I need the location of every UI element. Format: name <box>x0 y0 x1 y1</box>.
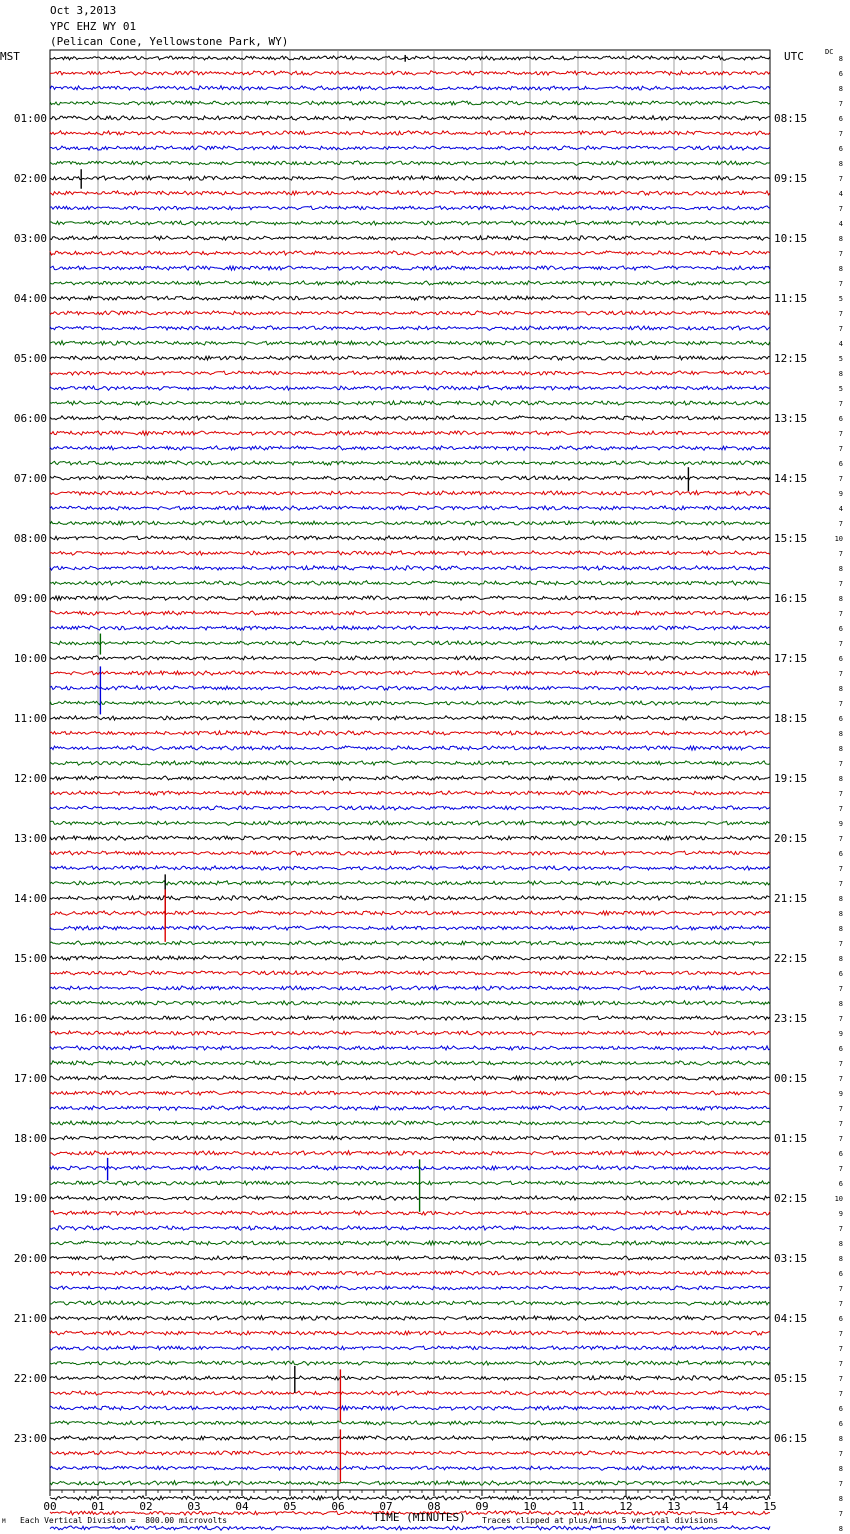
dc-value: 7 <box>838 430 843 438</box>
x-tick-label: 09 <box>475 1500 489 1513</box>
trace-row-78 <box>50 1226 770 1231</box>
trace-row-82 <box>50 1286 770 1290</box>
hour-label-left: 20:00 <box>13 1252 47 1265</box>
dc-value: 7 <box>838 940 843 948</box>
dc-value: 7 <box>838 280 843 288</box>
hour-label-right: 08:15 <box>774 112 808 125</box>
dc-value: 8 <box>838 895 843 903</box>
dc-value: 7 <box>838 1480 843 1488</box>
hour-label-left: 06:00 <box>13 412 47 425</box>
hour-label-right: 06:15 <box>774 1432 808 1445</box>
trace-row-58 <box>50 926 770 930</box>
dc-value: 7 <box>838 205 843 213</box>
trace-row-62 <box>50 986 770 991</box>
dc-value: 4 <box>838 190 843 198</box>
plot-date: Oct 3,2013 <box>50 4 117 17</box>
dc-value: 7 <box>838 640 843 648</box>
trace-row-94 <box>50 1466 770 1471</box>
trace-row-43 <box>50 701 770 705</box>
trace-row-34 <box>50 566 770 570</box>
trace-row-29 <box>50 491 770 496</box>
trace-row-48 <box>50 776 770 780</box>
trace-row-55 <box>50 881 770 885</box>
hour-label-left: 18:00 <box>13 1132 47 1145</box>
dc-value: 7 <box>838 760 843 768</box>
trace-row-31 <box>50 521 770 525</box>
trace-row-2 <box>50 86 770 90</box>
x-tick-label: 03 <box>187 1500 201 1513</box>
hour-label-right: 18:15 <box>774 712 808 725</box>
dc-value: 8 <box>838 1465 843 1473</box>
dc-value: 5 <box>838 355 843 363</box>
dc-value: 6 <box>838 970 843 978</box>
trace-row-6 <box>50 146 770 150</box>
dc-value: 7 <box>838 1120 843 1128</box>
dc-value: 8 <box>838 595 843 603</box>
trace-row-39 <box>50 641 770 645</box>
dc-value: 6 <box>838 1270 843 1278</box>
trace-row-23 <box>50 401 770 405</box>
trace-row-50 <box>50 806 770 810</box>
dc-value: 7 <box>838 1450 843 1458</box>
dc-value: 8 <box>838 1435 843 1443</box>
dc-value: 7 <box>838 550 843 558</box>
trace-row-63 <box>50 1001 770 1005</box>
trace-row-10 <box>50 206 770 210</box>
dc-value: 6 <box>838 1150 843 1158</box>
trace-row-5 <box>50 131 770 135</box>
trace-row-73 <box>50 1151 770 1156</box>
trace-row-53 <box>50 851 770 855</box>
dc-value: 7 <box>838 1060 843 1068</box>
dc-value: 8 <box>838 55 843 63</box>
dc-value: 6 <box>838 115 843 123</box>
dc-value: 4 <box>838 340 843 348</box>
trace-row-74 <box>50 1166 770 1170</box>
hour-label-right: 05:15 <box>774 1372 808 1385</box>
x-tick-label: 04 <box>235 1500 249 1513</box>
station-id: YPC EHZ WY 01 <box>50 20 137 33</box>
trace-row-59 <box>50 941 770 945</box>
trace-row-85 <box>50 1331 770 1335</box>
trace-row-49 <box>50 791 770 796</box>
hour-label-right: 01:15 <box>774 1132 808 1145</box>
hour-label-right: 04:15 <box>774 1312 808 1325</box>
trace-row-15 <box>50 281 770 285</box>
hour-label-right: 16:15 <box>774 592 808 605</box>
dc-value: 9 <box>838 820 843 828</box>
hour-label-left: 02:00 <box>13 172 47 185</box>
hour-label-left: 11:00 <box>13 712 47 725</box>
hour-label-left: 08:00 <box>13 532 47 545</box>
x-tick-label: 11 <box>571 1500 585 1513</box>
dc-value: 7 <box>838 1360 843 1368</box>
hour-label-right: 11:15 <box>774 292 808 305</box>
trace-row-8 <box>50 176 770 180</box>
dc-value: 8 <box>838 265 843 273</box>
x-tick-label: 15 <box>763 1500 777 1513</box>
trace-row-72 <box>50 1136 770 1140</box>
dc-value: 7 <box>838 325 843 333</box>
station-location: (Pelican Cone, Yellowstone Park, WY) <box>50 35 289 48</box>
trace-row-45 <box>50 731 770 735</box>
dc-value: 6 <box>838 460 843 468</box>
trace-row-81 <box>50 1271 770 1276</box>
dc-value: 4 <box>838 505 843 513</box>
hour-label-left: 21:00 <box>13 1312 47 1325</box>
dc-value: 7 <box>838 805 843 813</box>
dc-value: 7 <box>838 175 843 183</box>
dc-value: 7 <box>838 250 843 258</box>
trace-row-14 <box>50 266 770 270</box>
trace-row-9 <box>50 191 770 195</box>
dc-value: 6 <box>838 1405 843 1413</box>
dc-value: 8 <box>838 730 843 738</box>
hour-label-right: 09:15 <box>774 172 808 185</box>
trace-row-37 <box>50 611 770 615</box>
dc-value: 7 <box>838 1375 843 1383</box>
trace-row-4 <box>50 116 770 120</box>
trace-row-40 <box>50 656 770 661</box>
trace-row-21 <box>50 371 770 375</box>
dc-value: 8 <box>838 745 843 753</box>
dc-value: 8 <box>838 910 843 918</box>
trace-row-54 <box>50 866 770 870</box>
trace-row-0 <box>50 56 770 60</box>
trace-row-44 <box>50 716 770 720</box>
clip-note: Traces clipped at plus/minus 5 vertical divisions <box>482 1516 719 1525</box>
dc-value: 7 <box>838 985 843 993</box>
hour-label-left: 16:00 <box>13 1012 47 1025</box>
trace-row-47 <box>50 761 770 765</box>
trace-row-84 <box>50 1316 770 1320</box>
dc-value: 7 <box>838 1390 843 1398</box>
hour-label-left: 13:00 <box>13 832 47 845</box>
dc-value: 7 <box>838 130 843 138</box>
dc-value: 7 <box>838 1105 843 1113</box>
trace-row-69 <box>50 1091 770 1095</box>
trace-row-71 <box>50 1121 770 1125</box>
trace-row-65 <box>50 1031 770 1035</box>
trace-row-52 <box>50 836 770 840</box>
trace-row-93 <box>50 1451 770 1455</box>
hour-label-left: 14:00 <box>13 892 47 905</box>
trace-row-57 <box>50 911 770 916</box>
hour-label-right: 03:15 <box>774 1252 808 1265</box>
trace-row-42 <box>50 686 770 690</box>
dc-label: DC <box>825 48 834 56</box>
trace-row-38 <box>50 626 770 631</box>
dc-value: 6 <box>838 415 843 423</box>
trace-row-7 <box>50 161 770 166</box>
x-tick-label: 14 <box>715 1500 729 1513</box>
x-tick-label: 12 <box>619 1500 633 1513</box>
trace-row-61 <box>50 971 770 975</box>
dc-value: 7 <box>838 1075 843 1083</box>
trace-row-83 <box>50 1301 770 1306</box>
dc-value: 8 <box>838 1000 843 1008</box>
trace-row-75 <box>50 1181 770 1185</box>
trace-row-22 <box>50 386 770 391</box>
x-tick-label: 08 <box>427 1500 441 1513</box>
dc-value: 7 <box>838 400 843 408</box>
dc-value: 10 <box>834 535 843 543</box>
x-tick-label: 01 <box>91 1500 105 1513</box>
x-tick-label: 06 <box>331 1500 345 1513</box>
dc-value: 8 <box>838 1495 843 1503</box>
trace-row-60 <box>50 956 770 961</box>
trace-row-79 <box>50 1241 770 1245</box>
hour-label-right: 00:15 <box>774 1072 808 1085</box>
dc-value: 7 <box>838 790 843 798</box>
dc-value: 6 <box>838 1180 843 1188</box>
dc-value: 6 <box>838 1315 843 1323</box>
hour-label-right: 12:15 <box>774 352 808 365</box>
hour-label-left: 19:00 <box>13 1192 47 1205</box>
hour-label-right: 21:15 <box>774 892 808 905</box>
dc-value: 8 <box>838 565 843 573</box>
hour-label-right: 20:15 <box>774 832 808 845</box>
dc-value: 9 <box>838 1090 843 1098</box>
dc-value: 4 <box>838 220 843 228</box>
hour-label-left: 15:00 <box>13 952 47 965</box>
trace-row-90 <box>50 1406 770 1410</box>
dc-value: 6 <box>838 655 843 663</box>
trace-row-19 <box>50 341 770 345</box>
dc-value: 7 <box>838 475 843 483</box>
dc-value: 8 <box>838 775 843 783</box>
dc-value: 8 <box>838 925 843 933</box>
dc-value: 8 <box>838 235 843 243</box>
trace-row-28 <box>50 476 770 480</box>
dc-value: 6 <box>838 625 843 633</box>
hour-label-left: 07:00 <box>13 472 47 485</box>
hour-label-right: 19:15 <box>774 772 808 785</box>
dc-value: 7 <box>838 445 843 453</box>
trace-row-64 <box>50 1016 770 1020</box>
trace-row-16 <box>50 296 770 301</box>
trace-row-1 <box>50 71 770 75</box>
hour-label-left: 09:00 <box>13 592 47 605</box>
dc-value: 9 <box>838 1030 843 1038</box>
dc-value: 7 <box>838 865 843 873</box>
dc-value: 8 <box>838 370 843 378</box>
trace-row-89 <box>50 1391 770 1396</box>
trace-row-76 <box>50 1196 770 1201</box>
hour-label-left: 22:00 <box>13 1372 47 1385</box>
hour-label-right: 15:15 <box>774 532 808 545</box>
trace-row-24 <box>50 416 770 421</box>
dc-value: 6 <box>838 145 843 153</box>
hour-label-left: 03:00 <box>13 232 47 245</box>
dc-value: 7 <box>838 1285 843 1293</box>
trace-row-27 <box>50 461 770 466</box>
x-tick-label: 05 <box>283 1500 297 1513</box>
hour-label-left: 04:00 <box>13 292 47 305</box>
dc-value: 8 <box>838 160 843 168</box>
dc-value: 7 <box>838 1345 843 1353</box>
trace-row-95 <box>50 1481 770 1485</box>
trace-row-41 <box>50 671 770 675</box>
trace-row-92 <box>50 1436 770 1441</box>
trace-row-18 <box>50 326 770 331</box>
trace-row-30 <box>50 506 770 510</box>
dc-value: 5 <box>838 385 843 393</box>
dc-value: 7 <box>838 1510 843 1518</box>
dc-value: 7 <box>838 580 843 588</box>
dc-value: 6 <box>838 1420 843 1428</box>
trace-row-12 <box>50 236 770 240</box>
dc-value: 6 <box>838 850 843 858</box>
left-timezone-label: MST <box>0 50 20 63</box>
trace-row-86 <box>50 1346 770 1350</box>
trace-row-56 <box>50 896 770 900</box>
hour-label-left: 10:00 <box>13 652 47 665</box>
dc-value: 7 <box>838 835 843 843</box>
trace-row-3 <box>50 101 770 105</box>
trace-row-20 <box>50 356 770 360</box>
trace-row-96 <box>50 1496 770 1500</box>
hour-label-left: 12:00 <box>13 772 47 785</box>
trace-row-68 <box>50 1076 770 1081</box>
hour-label-right: 02:15 <box>774 1192 808 1205</box>
trace-row-77 <box>50 1211 770 1215</box>
dc-value: 5 <box>838 295 843 303</box>
dc-value: 7 <box>838 1225 843 1233</box>
trace-row-98 <box>50 1526 770 1531</box>
trace-row-70 <box>50 1106 770 1110</box>
dc-value: 7 <box>838 1135 843 1143</box>
hour-label-right: 10:15 <box>774 232 808 245</box>
dc-value: 7 <box>838 880 843 888</box>
dc-value: 8 <box>838 85 843 93</box>
dc-value: 10 <box>834 1195 843 1203</box>
x-tick-label: 07 <box>379 1500 393 1513</box>
trace-row-66 <box>50 1046 770 1050</box>
trace-row-87 <box>50 1361 770 1366</box>
dc-value: 6 <box>838 70 843 78</box>
hour-label-left: 17:00 <box>13 1072 47 1085</box>
hour-label-left: 01:00 <box>13 112 47 125</box>
dc-value: 7 <box>838 310 843 318</box>
trace-row-17 <box>50 311 770 315</box>
x-tick-label: 13 <box>667 1500 681 1513</box>
hour-label-right: 22:15 <box>774 952 808 965</box>
dc-value: 9 <box>838 490 843 498</box>
trace-row-91 <box>50 1421 770 1425</box>
dc-value: 8 <box>838 1255 843 1263</box>
hour-label-left: 05:00 <box>13 352 47 365</box>
trace-row-35 <box>50 581 770 586</box>
hour-label-right: 13:15 <box>774 412 808 425</box>
dc-value: 7 <box>838 1300 843 1308</box>
trace-row-67 <box>50 1061 770 1065</box>
trace-row-13 <box>50 251 770 256</box>
trace-row-11 <box>50 221 770 226</box>
dc-value: 8 <box>838 955 843 963</box>
dc-value: 6 <box>838 715 843 723</box>
dc-value: 8 <box>838 1240 843 1248</box>
dc-value: 7 <box>838 610 843 618</box>
dc-value: 7 <box>838 100 843 108</box>
trace-row-88 <box>50 1376 770 1380</box>
dc-value: 7 <box>838 700 843 708</box>
dc-value: 7 <box>838 1165 843 1173</box>
dc-value: 7 <box>838 520 843 528</box>
dc-value: 6 <box>838 1045 843 1053</box>
dc-value: 7 <box>838 1330 843 1338</box>
dc-value: 8 <box>838 685 843 693</box>
x-axis-title: TIME (MINUTES) <box>373 1511 466 1524</box>
trace-row-26 <box>50 446 770 450</box>
trace-row-32 <box>50 536 770 540</box>
hour-label-left: 23:00 <box>13 1432 47 1445</box>
dc-value: 8 <box>838 1525 843 1533</box>
trace-row-46 <box>50 746 770 751</box>
x-tick-label: 00 <box>43 1500 57 1513</box>
dc-value: 7 <box>838 1015 843 1023</box>
trace-row-36 <box>50 596 770 600</box>
hour-label-right: 14:15 <box>774 472 808 485</box>
hour-label-right: 23:15 <box>774 1012 808 1025</box>
x-tick-label: 02 <box>139 1500 153 1513</box>
dc-value: 9 <box>838 1210 843 1218</box>
trace-row-25 <box>50 431 770 435</box>
trace-row-33 <box>50 551 770 555</box>
right-timezone-label: UTC <box>784 50 804 63</box>
scale-note: Each Vertical Division = 800.00 microvolts <box>20 1516 228 1525</box>
corner-mark: M <box>2 1518 6 1525</box>
x-tick-label: 10 <box>523 1500 537 1513</box>
trace-row-80 <box>50 1256 770 1260</box>
trace-row-51 <box>50 821 770 826</box>
dc-value: 7 <box>838 670 843 678</box>
hour-label-right: 17:15 <box>774 652 808 665</box>
